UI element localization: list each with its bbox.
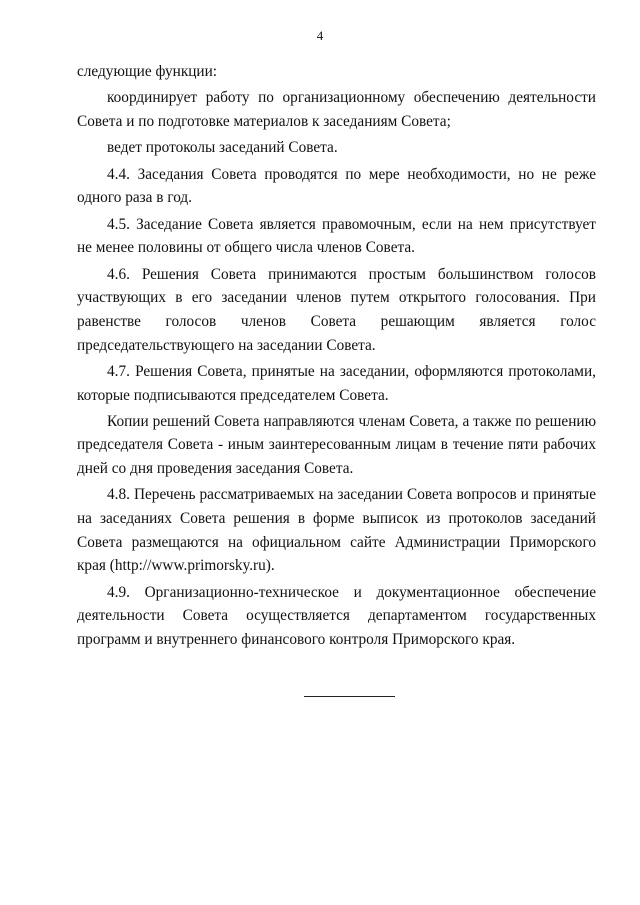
paragraph-4-7: 4.7. Решения Совета, принятые на заседании, оформляются протоколами, которые подписываются председателем Совета. xyxy=(77,362,596,404)
paragraph-copies-of-decisions: Копии решений Совета направляются членам Совета, а также по решению председателя Совета - иным заинтересованным лицам в течение пяти рабочих дней со дня проведения заседания Совета. xyxy=(77,412,596,478)
end-of-document-rule xyxy=(304,696,395,697)
paragraph-4-6: 4.6. Решения Совета принимаются простым большинством голосов участвующих в его заседании членов путем открытого голосования. При равенстве голосов членов Совета решающим является голос председательствующего на заседании Совета. xyxy=(77,265,596,354)
page-number: 4 xyxy=(316,28,324,43)
paragraph-coordinates-work: координирует работу по организационному обеспечению деятельности Совета и по подготовке материалов к заседаниям Совета; xyxy=(77,89,596,130)
paragraph-4-4: 4.4. Заседания Совета проводятся по мере необходимости, но не реже одного раза в год. xyxy=(77,165,596,207)
paragraph-keeps-minutes: ведет протоколы заседаний Совета. xyxy=(107,139,338,157)
paragraph-functions-intro: следующие функции: xyxy=(77,63,218,80)
paragraph-4-5: 4.5. Заседание Совета является правомочным, если на нем присутствует не менее половины от общего числа членов Совета. xyxy=(77,215,596,257)
paragraph-4-8: 4.8. Перечень рассматриваемых на заседании Совета вопросов и принятые на заседаниях Совета решения в форме выписок из протоколов заседаний Совета размещаются на официальном сайте Администрации Приморского края (http://www.primorsky.ru). xyxy=(77,486,596,575)
paragraph-4-9: 4.9. Организационно-техническое и документационное обеспечение деятельности Совета осуществляется департаментом государственных программ и внутреннего финансового контроля Приморского края. xyxy=(77,583,596,648)
document-body xyxy=(77,60,596,654)
